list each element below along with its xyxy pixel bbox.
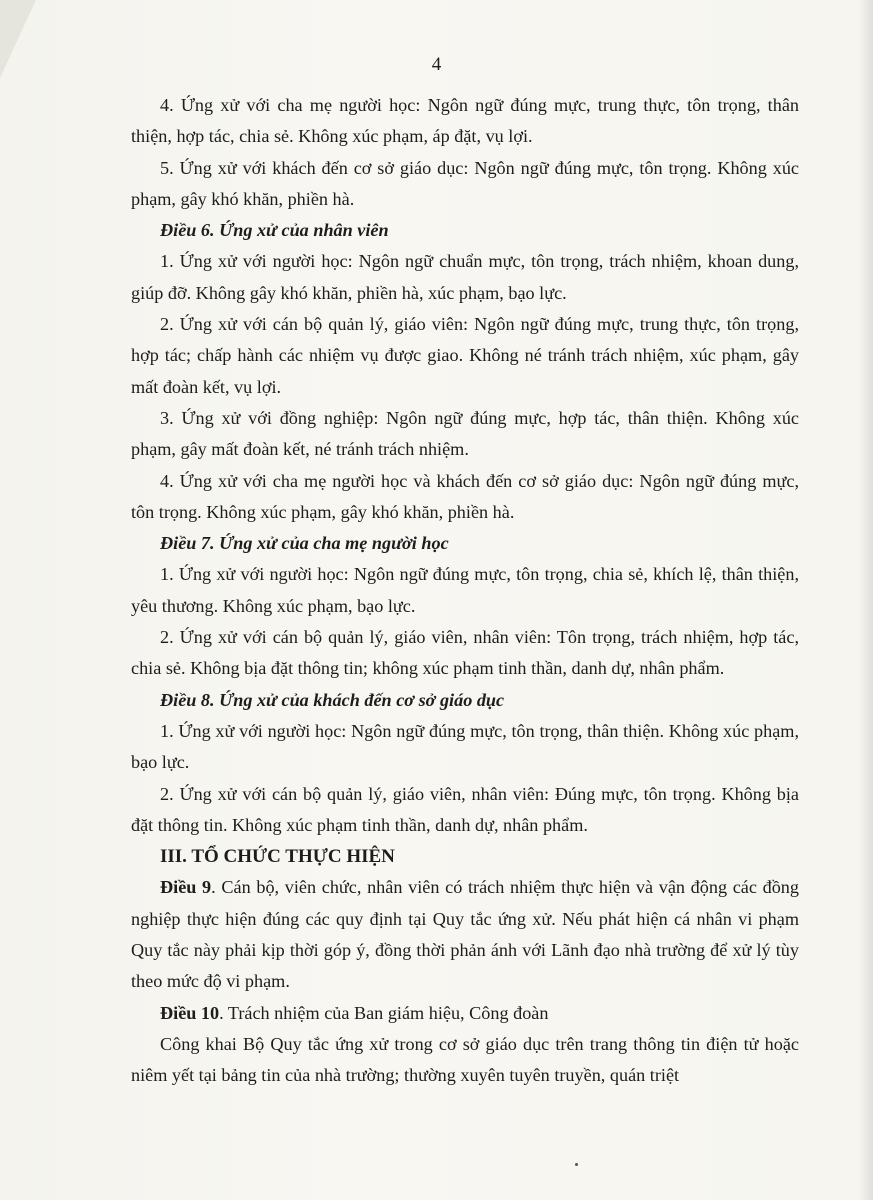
paragraph: 5. Ứng xử với khách đến cơ sở giáo dục: Ngôn ngữ đúng mực, tôn trọng. Không xúc phạm, gây khó khăn, phiền hà. xyxy=(131,157,799,209)
paragraph: 4. Ứng xử với cha mẹ người học: Ngôn ngữ đúng mực, trung thực, tôn trọng, thân thiện, hợp tác, chia sẻ. Không xúc phạm, áp đặt, vụ lợi. xyxy=(131,95,799,147)
article-heading-8: Điều 8. Ứng xử của khách đến cơ sở giáo dục xyxy=(160,689,505,710)
page-edge-shadow xyxy=(859,0,873,1200)
article-10-label: Điều 10 xyxy=(160,1002,220,1023)
paragraph: 1. Ứng xử với người học: Ngôn ngữ đúng mực, tôn trọng, chia sẻ, khích lệ, thân thiện, yêu thương. Không xúc phạm, bạo lực. xyxy=(131,564,799,616)
article-9-label: Điều 9 xyxy=(160,877,212,898)
paragraph: 1. Ứng xử với người học: Ngôn ngữ đúng mực, tôn trọng, thân thiện. Không xúc phạm, bạo lực. xyxy=(131,720,799,773)
paragraph: 3. Ứng xử với đồng nghiệp: Ngôn ngữ đúng mực, hợp tác, thân thiện. Không xúc phạm, gây mất đoàn kết, né tránh trách nhiệm. xyxy=(131,407,799,460)
paragraph: 1. Ứng xử với người học: Ngôn ngữ chuẩn mực, tôn trọng, trách nhiệm, khoan dung, giúp đỡ. Không gây khó khăn, phiền hà, xúc phạm, bạo lực. xyxy=(131,251,799,303)
paragraph: 2. Ứng xử với cán bộ quản lý, giáo viên, nhân viên: Đúng mực, tôn trọng. Không bịa đặt thông tin. Không xúc phạm tinh thần, danh dự, nhân phẩm. xyxy=(131,783,799,835)
paragraph: 2. Ứng xử với cán bộ quản lý, giáo viên, nhân viên: Tôn trọng, trách nhiệm, hợp tác, chia sẻ. Không bịa đặt thông tin; không xúc phạm tinh thần, danh dự, nhân phẩm. xyxy=(131,627,799,679)
article-9 xyxy=(131,872,799,997)
article-10-text: . Trách nhiệm của Ban giám hiệu, Công đoàn xyxy=(219,1002,549,1023)
scan-speck xyxy=(575,1163,578,1166)
document-body xyxy=(131,90,799,1092)
article-9-text: . Cán bộ, viên chức, nhân viên có trách nhiệm thực hiện và vận động các đồng nghiệp thực hiện đúng các quy định tại Quy tắc ứng xử. Nếu phát hiện cá nhân vi phạm Quy tắc này phải kịp thời góp ý, đồng thời phản ánh với Lãnh đạo nhà trường để xử lý tùy theo mức độ vi phạm. xyxy=(131,877,799,992)
article-10 xyxy=(131,998,799,1029)
article-heading-7: Điều 7. Ứng xử của cha mẹ người học xyxy=(160,533,449,554)
paragraph: 4. Ứng xử với cha mẹ người học và khách đến cơ sở giáo dục: Ngôn ngữ đúng mực, tôn trọng. Không xúc phạm, gây khó khăn, phiền hà. xyxy=(131,470,799,522)
paragraph: Công khai Bộ Quy tắc ứng xử trong cơ sở giáo dục trên trang thông tin điện tử hoặc niêm yết tại bảng tin của nhà trường; thường xuyên tuyên truyền, quán triệt xyxy=(131,1033,799,1086)
section-heading: III. TỔ CHỨC THỰC HIỆN xyxy=(160,846,395,868)
page-number: 4 xyxy=(431,54,442,75)
article-heading-6: Điều 6. Ứng xử của nhân viên xyxy=(160,220,389,241)
paragraph: 2. Ứng xử với cán bộ quản lý, giáo viên: Ngôn ngữ đúng mực, trung thực, tôn trọng, hợp tác; chấp hành các nhiệm vụ được giao. Không né tránh trách nhiệm, xúc phạm, gây mất đoàn kết, vụ lợi. xyxy=(131,314,799,397)
